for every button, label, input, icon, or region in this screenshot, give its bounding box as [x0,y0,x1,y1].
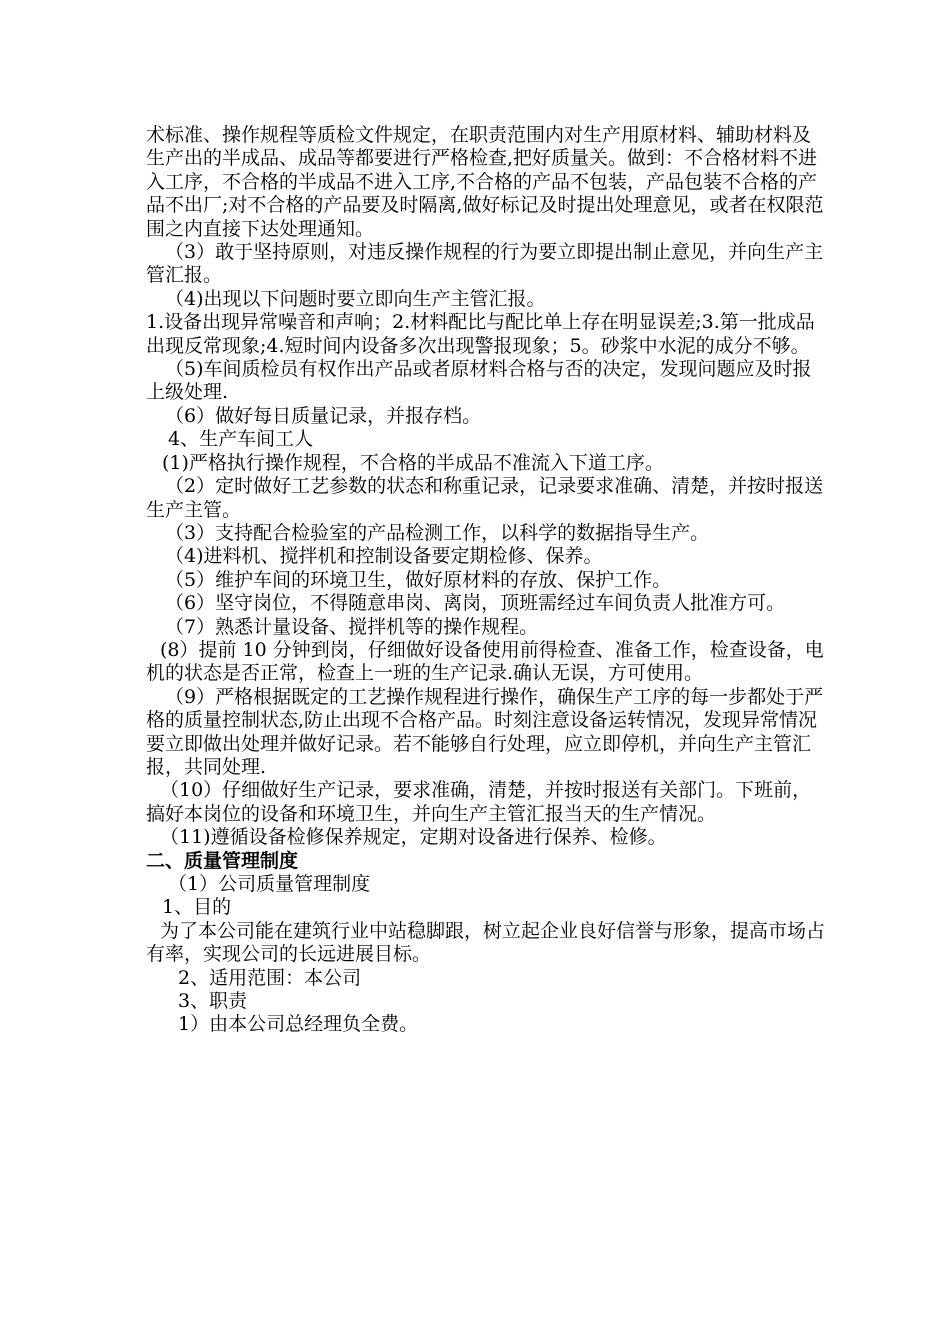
paragraph-worker-8: (8）提前 10 分钟到岗，仔细做好设备使用前得检查、准备工作，检查设备，电机的状态是否正常，检查上一班的生产记录.确认无误，方可使用。 [146,638,824,685]
section-heading-quality-management: 二、质量管理制度 [146,849,299,872]
paragraph-item-4: （4)出现以下问题时要立即向生产主管汇报。 [165,287,546,310]
paragraph-qc-standards: 术标准、操作规程等质检文件规定，在职责范围内对生产用原材料、辅助材料及生产出的半成品、成品等都要进行严格检查,把好质量关。做到：不合格材料不进入工序，不合格的半成品不进入工序,不合格的产品不包装，产品包装不合格的产品不出厂;对不合格的产品要及时隔离,做好标记及时提出处理意见，或者在权限范围之内直接下达处理通知。 [146,124,824,240]
paragraph-worker-1: (1)严格执行操作规程，不合格的半成品不准流入下道工序。 [162,451,664,474]
document-page [146,124,828,1037]
paragraph-responsibility-1: 1）由本公司总经理负全费。 [178,1013,419,1036]
paragraph-worker-10: （10）仔细做好生产记录，要求准确，清楚，并按时报送有关部门。下班前，搞好本岗位的设备和环境卫生，并向生产主管汇报当天的生产情况。 [146,779,812,825]
heading-workshop-workers: 4、生产车间工人 [168,428,314,451]
paragraph-issue-list: 1.设备出现异常噪音和声响；2.材料配比与配比单上存在明显误差;3.第一批成品出现反常现象;4.短时间内设备多次出现警报现象；5。砂浆中水泥的成分不够。 [146,311,815,357]
heading-scope: 2、适用范围：本公司 [178,966,362,989]
heading-responsibilities: 3、职责 [178,990,248,1013]
paragraph-item-6: （6）做好每日质量记录，并报存档。 [165,404,482,427]
heading-purpose: 1、目的 [162,896,232,919]
paragraph-item-3: （3）敢于坚持原则，对违反操作规程的行为要立即提出制止意见，并向生产主管汇报。 [146,241,824,287]
paragraph-worker-4: （4)进料机、搅拌机和控制设备要定期检修、保养。 [165,545,603,568]
paragraph-worker-7: （7）熟悉计量设备、搅拌机等的操作规程。 [165,615,539,638]
paragraph-worker-6: （6）坚守岗位，不得随意串岗、离岗，顶班需经过车间负责人批准方可。 [165,592,786,615]
paragraph-worker-9: （9）严格根据既定的工艺操作规程进行操作，确保生产工序的每一步都处于严格的质量控制状态,防止出现不合格产品。时刻注意设备运转情况，发现异常情况要立即做出处理并做好记录。若不能够自行处理，应立即停机，并向生产主管汇报，共同处理. [146,685,824,778]
paragraph-item-5: （5)车间质检员有权作出产品或者原材料合格与否的决定，发现问题应及时报上级处理. [146,358,812,404]
paragraph-worker-5: （5）维护车间的环境卫生，做好原材料的存放、保护工作。 [165,568,672,591]
paragraph-worker-11: （11)遵循设备检修保养规定，定期对设备进行保养、检修。 [160,826,667,849]
paragraph-worker-2: （2）定时做好工艺参数的状态和称重记录，记录要求准确、清楚，并按时报送生产主管。 [146,475,824,521]
paragraph-worker-3: （3）支持配合检验室的产品检测工作，以科学的数据指导生产。 [165,521,710,544]
paragraph-purpose: 为了本公司能在建筑行业中站稳脚跟，树立起企业良好信誉与形象，提高市场占有率，实现公司的长远进展目标。 [146,919,826,966]
subheading-company-quality-system: （1）公司质量管理制度 [168,873,371,895]
